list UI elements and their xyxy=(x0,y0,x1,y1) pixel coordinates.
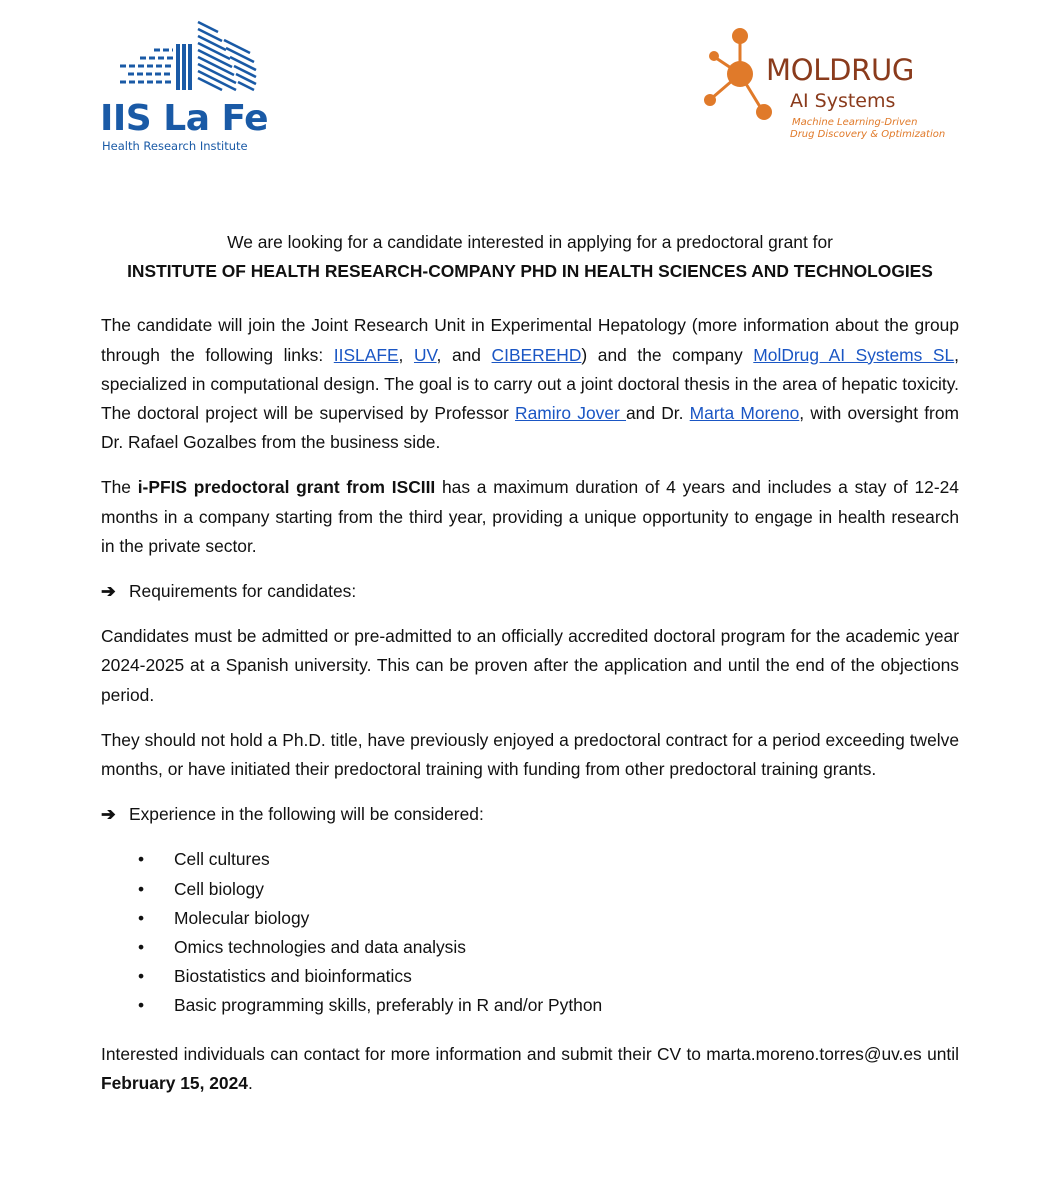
p1-text-7: , with oversight from Dr. Rafael Gozalbes from the business side. xyxy=(101,403,960,453)
contact-text: Interested individuals can contact for more information and submit their CV to marta.moreno.torres@uv.es until xyxy=(101,1043,959,1064)
list-item xyxy=(101,904,959,933)
iis-la-fe-subtitle: Health Research Institute xyxy=(102,139,248,153)
moldrug-logo xyxy=(700,22,960,147)
list-item xyxy=(101,875,959,904)
p1-text-3: , and xyxy=(436,344,492,365)
list-item-text: Omics technologies and data analysis xyxy=(174,937,466,958)
p2-text-1: The xyxy=(101,477,138,498)
p1-text-6: and Dr. xyxy=(626,403,690,424)
list-item-text: Cell cultures xyxy=(174,849,270,870)
moldrug-ai-systems: AI Systems xyxy=(790,90,896,112)
iis-la-fe-logo xyxy=(100,18,300,158)
requirements-heading xyxy=(101,577,959,606)
p1-text-4: ) and the company xyxy=(581,344,754,365)
intro-line: We are looking for a candidate interested in applying for a predoctoral grant for xyxy=(227,232,833,252)
link-iislafe[interactable]: IISLAFE xyxy=(333,344,399,365)
link-moldrug[interactable]: MolDrug AI Systems SL xyxy=(753,344,955,365)
list-item-text: Cell biology xyxy=(174,878,264,899)
p1-text-2: , xyxy=(398,344,414,365)
moldrug-wordmark: MOLDRUG xyxy=(766,53,915,87)
link-uv[interactable]: UV xyxy=(413,344,437,365)
requirements-paragraph-1: Candidates must be admitted or pre-admitted to an officially accredited doctoral program for the academic year 2024-2025 at a Spanish university. This can be proven after the application and until the end of the objections period. xyxy=(101,626,959,705)
requirements-paragraph-2: They should not hold a Ph.D. title, have previously enjoyed a predoctoral contract for a period exceeding twelve months, or have initiated their predoctoral training with funding from other predoctoral training grants. xyxy=(101,729,959,780)
arrow-right-icon: ➔ xyxy=(101,804,116,825)
link-ciberehd[interactable]: CIBEREHD xyxy=(491,344,582,365)
list-item xyxy=(101,933,959,962)
list-item xyxy=(101,962,959,991)
contact-end: . xyxy=(247,1072,253,1093)
moldrug-tagline-1: Machine Learning-Driven xyxy=(792,117,918,128)
bullet-icon: • xyxy=(138,937,145,958)
experience-heading xyxy=(101,800,959,829)
p1-text-1: The candidate will join the Joint Research Unit in Experimental Hepatology (more information about the group through the following links: xyxy=(101,315,959,365)
paragraph-joint-unit xyxy=(101,311,959,457)
deadline-date: February 15, 2024 xyxy=(101,1072,248,1093)
bullet-icon: • xyxy=(138,849,145,870)
list-item-text: Biostatistics and bioinformatics xyxy=(174,966,412,987)
list-item-text: Basic programming skills, preferably in R and/or Python xyxy=(174,995,603,1016)
experience-list xyxy=(101,845,959,1020)
p1-text-5: , specialized in computational design. The goal is to carry out a joint doctoral thesis in the area of hepatic toxicity. The doctoral project will be supervised by Professor xyxy=(101,344,960,424)
bullet-icon: • xyxy=(138,966,145,987)
link-marta-moreno[interactable]: Marta Moreno xyxy=(689,403,800,424)
moldrug-tagline-2: Drug Discovery & Optimization xyxy=(790,129,946,140)
bullet-icon: • xyxy=(138,907,145,928)
contact-paragraph xyxy=(101,1040,959,1098)
list-item xyxy=(101,991,959,1020)
iis-la-fe-building-icon xyxy=(118,18,258,100)
list-item xyxy=(101,845,959,874)
grant-name: i-PFIS predoctoral grant from ISCIII xyxy=(137,477,436,498)
experience-heading-text: Experience in the following will be considered: xyxy=(129,804,484,825)
arrow-right-icon: ➔ xyxy=(101,581,116,602)
paragraph-grant xyxy=(101,473,959,561)
bullet-icon: • xyxy=(138,995,145,1016)
requirements-heading-text: Requirements for candidates: xyxy=(129,581,357,602)
iis-la-fe-wordmark: IIS La Fe xyxy=(100,98,269,139)
document-body xyxy=(101,228,959,1098)
list-item-text: Molecular biology xyxy=(174,907,310,928)
program-heading: INSTITUTE OF HEALTH RESEARCH-COMPANY PHD IN HEALTH SCIENCES AND TECHNOLOGIES xyxy=(127,261,933,282)
bullet-icon: • xyxy=(138,878,145,899)
link-ramiro-jover[interactable]: Ramiro Jover xyxy=(515,403,627,424)
p2-text-2: has a maximum duration of 4 years and includes a stay of 12-24 months in a company starting from the third year, providing a unique opportunity to engage in health research in the private sector. xyxy=(101,477,959,556)
